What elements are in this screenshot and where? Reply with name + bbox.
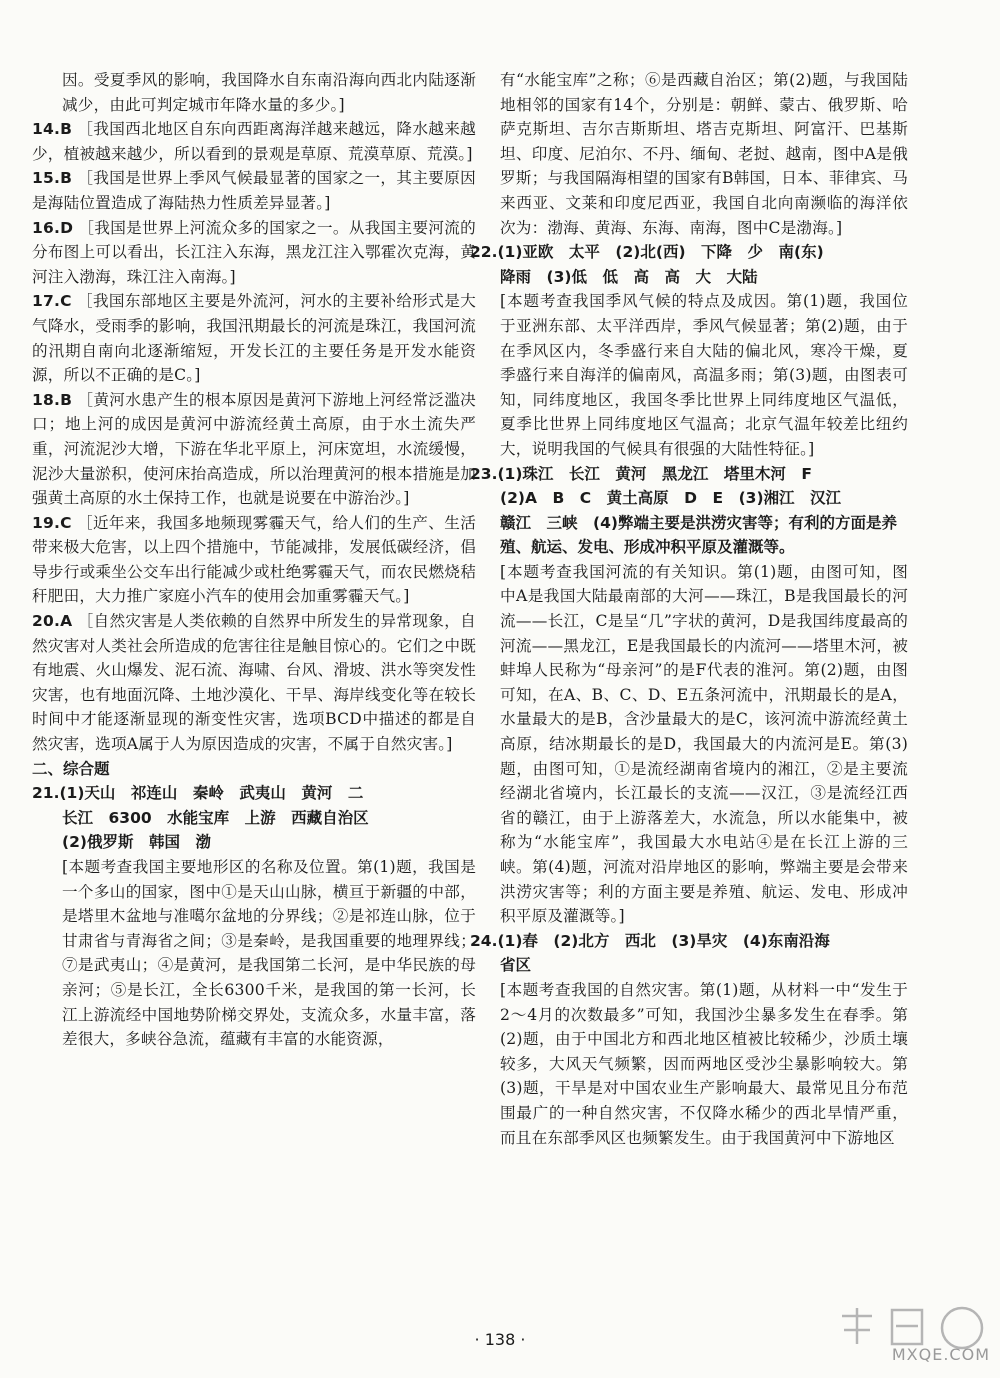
answer-letter: C: [60, 292, 72, 311]
question-number: 24.: [470, 931, 498, 950]
answer-line-2: 降雨 (3)低 低 高 高 大 大陆: [500, 267, 758, 286]
watermark-logo: [822, 1296, 992, 1376]
question-number: 20.: [32, 612, 61, 631]
watermark-site: MXQE.COM: [891, 1345, 990, 1364]
question-number: 23.: [470, 464, 498, 483]
answer-line-1: (1)亚欧 太平 (2)北(西) 下降 少 南(东): [497, 243, 824, 262]
explanation: [本题考查我国的自然灾害。第(1)题，从材料一中“发生于2～4月的次数最多”可知，我国沙尘暴多发生在春季。第(2)题，由于中国北方和西北地区植被比较稀少，沙质土壤较多，大风天气频繁，因而两地区受沙尘暴影响较大。第(3)题，干旱是对中国农业生产影响最大、最常见且分布范围最广的一种自然灾害，不仅降水稀少的西北旱情严重，而且在东部季风区也频繁发生。由于我国黄河中下游地区: [500, 980, 908, 1147]
answer-letter: B: [60, 120, 73, 139]
explanation: [本题考查我国主要地形区的名称及位置。第(1)题，我国是一个多山的国家，图中①是天山山脉，横亘于新疆的中部，是塔里木盆地与准噶尔盆地的分界线；②是祁连山脉，位于甘肃省与青海省之间；③是秦岭，是我国重要的地理界线；⑦是武夷山；④是黄河，是我国第二长河，是中华民族的母亲河；⑤是长江，全长6300千米，是我国的第一长河，长江上游流经中国地势阶梯交界处，支流众多，水量丰富，落差很大，多峡谷急流，蕴藏有丰富的水能资源，: [62, 858, 476, 1049]
answer-19: [32, 511, 476, 609]
answer-letter: B: [60, 169, 73, 188]
answer-16: [32, 216, 476, 290]
answer-21: [32, 781, 476, 1052]
answer-24: [470, 929, 908, 1150]
answer-18: [32, 388, 476, 511]
question-number: 15.: [32, 169, 61, 188]
answer-line-2: (2)A B C 黄土高原 D E (3)湘江 汉江: [500, 489, 842, 508]
answer-letter: B: [60, 390, 73, 409]
explanation: [本题考查我国河流的有关知识。第(1)题，由图可知，图中A是我国大陆最南部的大河——珠江，B是我国最长的河流——长江，C是呈“几”字状的黄河，D是我国纬度最高的河流——黑龙江，E是我国最长的内流河——塔里木河，被蚌埠人民称为“母亲河”的是F代表的淮河。第(2)题，由图可知，在A、B、C、D、E五条河流中，汛期最长的是A，水量最大的是B，含沙量最大的是C，该河流中游流经黄土高原，结冰期最长的是D，我国最大的内流河是E。第(3)题，由图可知，①是流经湖南省境内的湘江，②是主要流经湖北省境内，长江最长的支流——汉江，③是流经江西省的赣江，由于上游落差大，水流急，所以水能集中，被称为“水能宝库”，我国最大水电站④是在长江上游的三峡。第(4)题，河流对沿岸地区的影响，弊端主要是会带来洪涝灾害等；利的方面主要是养殖、航运、发电、形成冲积平原及灌溉等。]: [500, 562, 908, 926]
left-column: [32, 68, 476, 1052]
question-number: 16.: [32, 218, 61, 237]
answer-20: [32, 609, 476, 757]
question-number: 21.: [32, 784, 60, 803]
question-number: 18.: [32, 390, 61, 409]
answer-line-3: (2)俄罗斯 韩国 渤: [62, 833, 211, 852]
question-number: 22.: [470, 243, 498, 262]
right-column: [470, 68, 908, 1150]
explanation: ［近年来，我国多地频现雾霾天气，给人们的生产、生活带来极大危害，以上四个措施中，节能减排，发展低碳经济，倡导步行或乘坐公交车出行能减少或杜绝雾霾天气，而农民燃烧秸秆肥田，大力推广家庭小汽车的使用会加重雾霾天气。]: [32, 513, 476, 606]
explanation: ［我国东部地区主要是外流河，河水的主要补给形式是大气降水，受雨季的影响，我国汛期最长的河流是珠江，我国河流的汛期自南向北逐渐缩短，开发长江的主要任务是开发水能资源，所以不正确的是C。]: [32, 292, 476, 385]
answer-line-3: 赣江 三峡 (4)弊端主要是洪涝灾害等；有利的方面是养殖、航运、发电、形成冲积平原及灌溉等。: [500, 513, 897, 557]
answer-23: [470, 462, 908, 929]
answer-17: [32, 289, 476, 387]
answer-line-2: 长江 6300 水能宝库 上游 西藏自治区: [62, 808, 369, 827]
explanation: ［我国是世界上季风气候最显著的国家之一，其主要原因是海陆位置造成了海陆热力性质差异显著。]: [32, 169, 476, 212]
answer-14: [32, 117, 476, 166]
answer-line-1: (1)春 (2)北方 西北 (3)旱灾 (4)东南沿海: [497, 931, 830, 950]
section-heading: 二、综合题: [32, 759, 110, 778]
explanation: ［我国是世界上河流众多的国家之一。从我国主要河流的分布图上可以看出，长江注入东海，黑龙江注入鄂霍次克海，黄河注入渤海，珠江注入南海。]: [32, 218, 476, 286]
answer-22: [470, 240, 908, 461]
question-number: 19.: [32, 513, 61, 532]
explanation: ［我国西北地区自东向西距离海洋越来越远，降水越来越少，植被越来越少，所以看到的景观是草原、荒漠草原、荒漠。]: [32, 120, 476, 163]
answer-line-1: (1)天山 祁连山 秦岭 武夷山 黄河 二: [59, 784, 364, 803]
answer-line-2: 省区: [500, 956, 532, 975]
explanation: ［黄河水患产生的根本原因是黄河下游地上河经常泛滥决口；地上河的成因是黄河中游流经黄土高原，由于水土流失严重，河流泥沙大增，下游在华北平原上，河床宽坦，水流缓慢，泥沙大量淤积，使河床抬高造成，所以治理黄河的根本措施是加强黄土高原的水土保持工作，也就是说要在中游治沙。]: [32, 390, 476, 508]
question-number: 17.: [32, 292, 61, 311]
answer-letter: C: [60, 513, 72, 532]
continued-explanation: 有“水能宝库”之称；⑥是西藏自治区；第(2)题，与我国陆地相邻的国家有14个，分别是：朝鲜、蒙古、俄罗斯、哈萨克斯坦、吉尔吉斯斯坦、塔吉克斯坦、阿富汗、巴基斯坦、印度、尼泊尔、不丹、缅甸、老挝、越南，图中A是俄罗斯；与我国隔海相望的国家有B韩国，日本、菲律宾、马来西亚、文莱和印度尼西亚，我国自北向南濒临的海洋依次为：渤海、黄海、东海、南海，图中C是渤海。]: [500, 71, 908, 237]
question-number: 14.: [32, 120, 61, 139]
answer-letter: A: [60, 612, 73, 631]
explanation: [本题考查我国季风气候的特点及成因。第(1)题，我国位于亚洲东部、太平洋西岸，季风气候显著；第(2)题，由于在季风区内，冬季盛行来自大陆的偏北风，寒冷干燥，夏季盛行来自海洋的偏南风，高温多雨；第(3)题，由图表可知，同纬度地区，我国冬季比世界上同纬度地区气温低，夏季比世界上同纬度地区气温高；北京气温年较差比纽约大，说明我国的气候具有很强的大陆性特征。]: [500, 292, 908, 458]
intro-paragraph: 因。受夏季风的影响，我国降水自东南沿海向西北内陆逐渐减少，由此可判定城市年降水量的多少。]: [62, 71, 476, 114]
explanation: ［自然灾害是人类依赖的自然界中所发生的异常现象，自然灾害对人类社会所造成的危害往往是触目惊心的。它们之中既有地震、火山爆发、泥石流、海啸、台风、滑坡、洪水等突发性灾害，也有地面沉降、土地沙漠化、干旱、海岸线变化等在较长时间中才能逐渐显现的渐变性灾害，选项BCD中描述的都是自然灾害，选项A属于人为原因造成的灾害，不属于自然灾害。]: [32, 612, 476, 754]
answer-line-1: (1)珠江 长江 黄河 黑龙江 塔里木河 F: [497, 464, 813, 483]
answer-letter: D: [60, 218, 74, 237]
answer-15: [32, 166, 476, 215]
page-number: · 138 ·: [474, 1330, 526, 1349]
